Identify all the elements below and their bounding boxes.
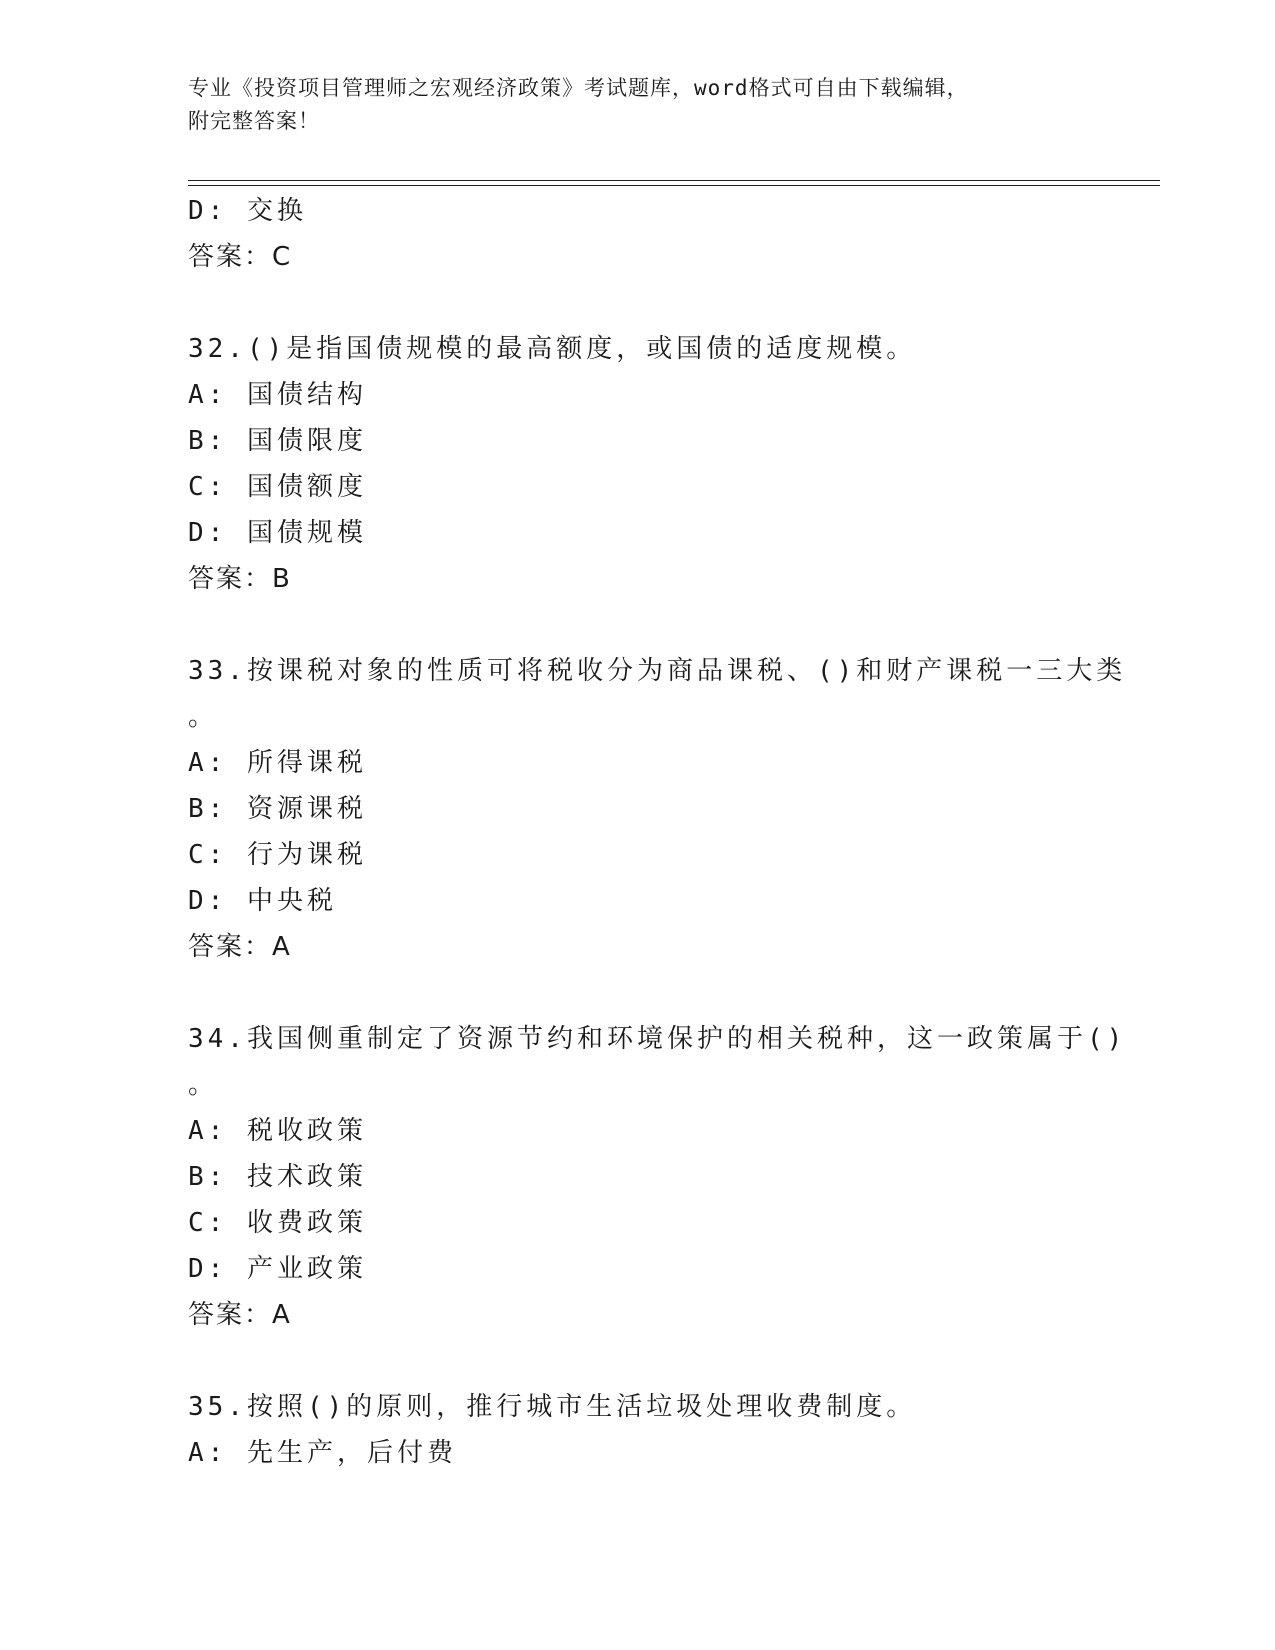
header-divider-top bbox=[188, 180, 1160, 181]
spacer bbox=[188, 970, 1088, 1016]
answer-line: 答案：B bbox=[188, 564, 292, 594]
option-b: B: 资源课税 bbox=[188, 794, 367, 824]
option-c: C: 行为课税 bbox=[188, 840, 367, 870]
option-d: D: 国债规模 bbox=[188, 518, 367, 548]
spacer bbox=[188, 280, 1088, 326]
question-32 bbox=[188, 326, 1088, 602]
spacer bbox=[188, 602, 1088, 648]
question-35 bbox=[188, 1384, 1088, 1476]
header-divider-bottom bbox=[188, 185, 1160, 186]
header-line-1: 专业《投资项目管理师之宏观经济政策》考试题库，word格式可自由下载编辑， bbox=[188, 76, 969, 100]
document-header bbox=[188, 72, 1088, 138]
question-stem: 33.按课税对象的性质可将税收分为商品课税、()和财产课税一三大类 bbox=[188, 656, 1127, 686]
question-stem-continuation: 。 bbox=[188, 702, 219, 732]
question-33 bbox=[188, 648, 1127, 970]
question-stem: 34.我国侧重制定了资源节约和环境保护的相关税种，这一政策属于() bbox=[188, 1024, 1127, 1054]
option-d: D: 产业政策 bbox=[188, 1254, 367, 1284]
question-list bbox=[188, 188, 1127, 1476]
option-d: D: 交换 bbox=[188, 196, 307, 226]
question-stem-continuation: 。 bbox=[188, 1070, 219, 1100]
question-31-tail bbox=[188, 188, 1088, 280]
option-d: D: 中央税 bbox=[188, 886, 337, 916]
question-stem: 32.()是指国债规模的最高额度，或国债的适度规模。 bbox=[188, 334, 917, 364]
option-b: B: 技术政策 bbox=[188, 1162, 367, 1192]
option-a: A: 先生产，后付费 bbox=[188, 1438, 457, 1468]
header-line-2: 附完整答案！ bbox=[188, 109, 320, 133]
option-c: C: 国债额度 bbox=[188, 472, 367, 502]
answer-line: 答案：A bbox=[188, 932, 292, 962]
option-c: C: 收费政策 bbox=[188, 1208, 367, 1238]
option-a: A: 国债结构 bbox=[188, 380, 367, 410]
question-stem: 35.按照()的原则，推行城市生活垃圾处理收费制度。 bbox=[188, 1392, 917, 1422]
answer-line: 答案：C bbox=[188, 242, 293, 272]
answer-line: 答案：A bbox=[188, 1300, 292, 1330]
option-a: A: 所得课税 bbox=[188, 748, 367, 778]
option-a: A: 税收政策 bbox=[188, 1116, 367, 1146]
question-34 bbox=[188, 1016, 1127, 1338]
option-b: B: 国债限度 bbox=[188, 426, 367, 456]
spacer bbox=[188, 1338, 1088, 1384]
